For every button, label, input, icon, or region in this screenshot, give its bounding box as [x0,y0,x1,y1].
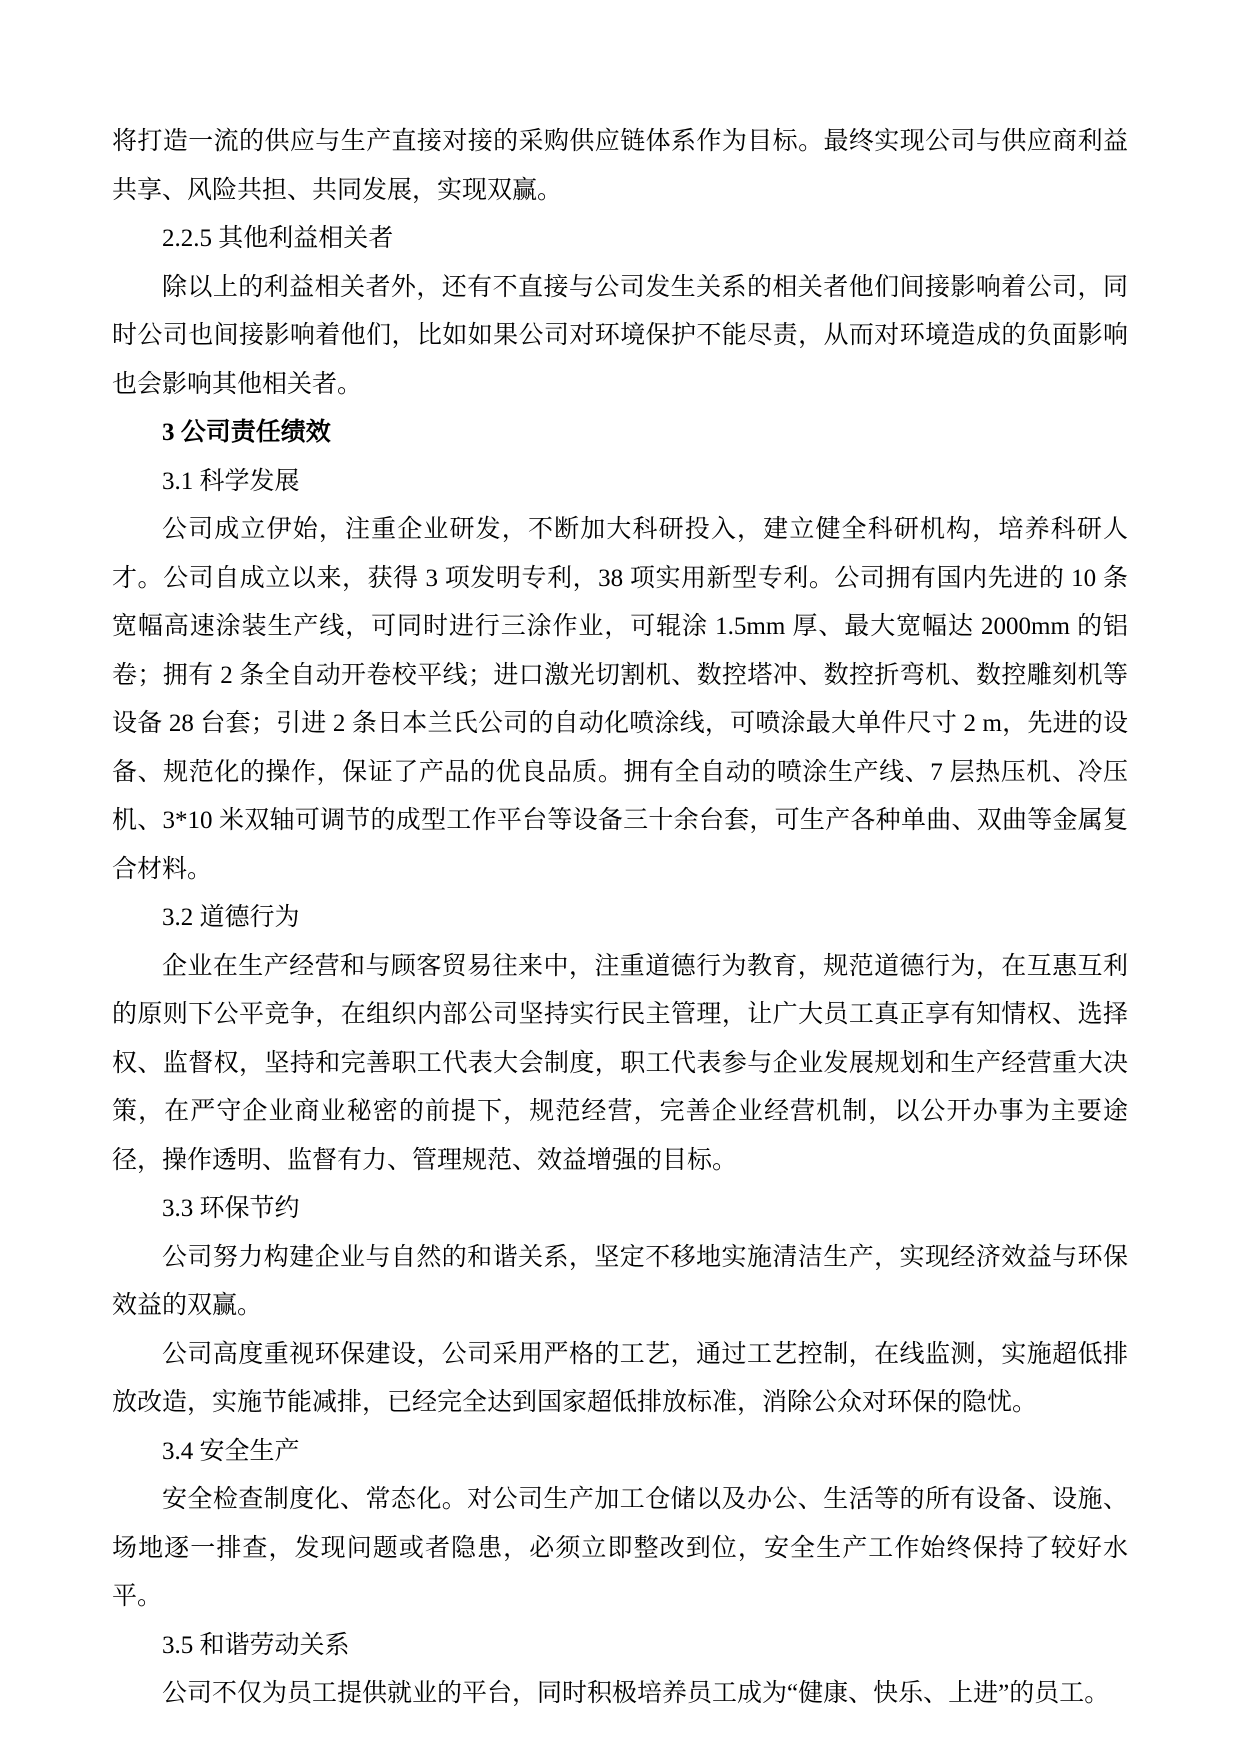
para-other-stakeholders: 除以上的利益相关者外，还有不直接与公司发生关系的相关者他们间接影响着公司，同时公司也间接影响着他们，比如如果公司对环境保护不能尽责，从而对环境造成的负面影响也会影响其他相关者。 [112,273,1128,398]
heading-2-2-5-other-stakeholders: 2.2.5 其他利益相关者 [162,225,394,252]
para-environmental-construction: 公司高度重视环保建设，公司采用严格的工艺，通过工艺控制，在线监测，实施超低排放改造，实施节能减排，已经完全达到国家超低排放标准，消除公众对环保的隐忧。 [112,1340,1128,1416]
heading-3-5-harmonious-labor-relations: 3.5 和谐劳动关系 [162,1631,350,1659]
heading-3-3-environmental-conservation: 3.3 环保节约 [162,1195,300,1222]
para-environmental-harmony: 公司努力构建企业与自然的和谐关系，坚定不移地实施清洁生产，实现经济效益与环保效益的双赢。 [112,1243,1128,1319]
heading-3-1-scientific-development: 3.1 科学发展 [162,467,300,495]
para-supply-chain-goal: 将打造一流的供应与生产直接对接的采购供应链体系作为目标。最终实现公司与供应商利益共享、风险共担、共同发展，实现双赢。 [112,128,1128,204]
para-harmonious-labor-relations: 公司不仅为员工提供就业的平台，同时积极培养员工成为“健康、快乐、上进”的员工。 [162,1680,1110,1707]
para-ethical-behavior: 企业在生产经营和与顾客贸易往来中，注重道德行为教育，规范道德行为，在互惠互利的原则下公平竞争，在组织内部公司坚持实行民主管理，让广大员工真正享有知情权、选择权、监督权，坚持和完善职工代表大会制度，职工代表参与企业发展规划和生产经营重大决策，在严守企业商业秘密的前提下，规范经营，完善企业经营机制，以公开办事为主要途径，操作透明、监督有力、管理规范、效益增强的目标。 [112,952,1128,1174]
heading-3-2-ethical-behavior: 3.2 道德行为 [162,904,300,931]
para-scientific-development: 公司成立伊始，注重企业研发，不断加大科研投入，建立健全科研机构，培养科研人才。公司自成立以来，获得 3 项发明专利，38 项实用新型专利。公司拥有国内先进的 10 条宽幅高速涂装生产线，可同时进行三涂作业，可辊涂 1.5mm 厚、最大宽幅达 2000mm 的铝卷；拥有 2 条全自动开卷校平线；进口激光切割机、数控塔冲、数控折弯机、数控雕刻机等设备 28 台套；引进 2 条日本兰氏公司的自动化喷涂线，可喷涂最大单件尺寸 2 m，先进的设备、规范化的操作，保证了产品的优良品质。拥有全自动的喷涂生产线、7 层热压机、冷压机、3*10 米双轴可调节的成型工作平台等设备三十余台套，可生产各种单曲、双曲等金属复合材料。 [112,516,1128,883]
para-safety-production: 安全检查制度化、常态化。对公司生产加工仓储以及办公、生活等的所有设备、设施、场地逐一排查，发现问题或者隐患，必须立即整改到位，安全生产工作始终保持了较好水平。 [112,1486,1128,1610]
heading-3-4-safety-production: 3.4 安全生产 [162,1437,300,1465]
heading-3-responsibility-performance: 3 公司责任绩效 [162,419,331,446]
